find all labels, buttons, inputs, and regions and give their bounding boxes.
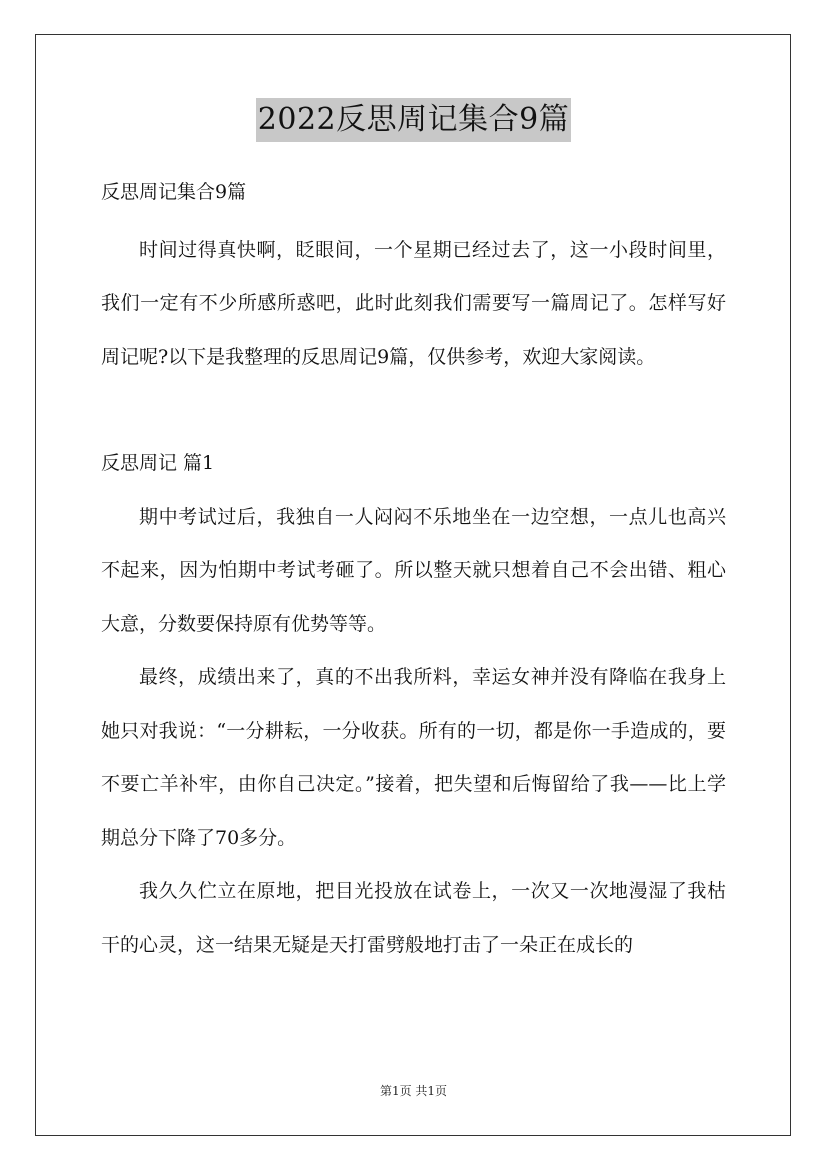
document-title: 2022反思周记集合9篇 (256, 98, 571, 142)
document-body (101, 170, 726, 972)
spacer (101, 384, 726, 437)
body-paragraph-3: 我久久伫立在原地，把目光投放在试卷上，一次又一次地漫湿了我枯干的心灵，这一结果无疑是天打雷劈般地打击了一朵正在成长的 (101, 880, 726, 956)
title-wrap (0, 98, 827, 142)
section-heading: 反思周记 篇1 (101, 452, 215, 474)
subtitle: 反思周记集合9篇 (101, 181, 247, 203)
intro-paragraph: 时间过得真快啊，眨眼间，一个星期已经过去了，这一小段时间里，我们一定有不少所感所惑吧，此时此刻我们需要写一篇周记了。怎样写好周记呢?以下是我整理的反思周记9篇，仅供参考，欢迎大家阅读。 (101, 238, 726, 368)
body-paragraph-1: 期中考试过后，我独自一人闷闷不乐地坐在一边空想，一点儿也高兴不起来，因为怕期中考试考砸了。所以整天就只想着自己不会出错、粗心大意，分数要保持原有优势等等。 (101, 505, 726, 635)
page-footer: 第1页 共1页 (379, 1084, 448, 1098)
body-paragraph-2: 最终，成绩出来了，真的不出我所料，幸运女神并没有降临在我身上她只对我说：“一分耕耘，一分收获。所有的一切，都是你一手造成的，要不要亡羊补牢，由你自己决定。”接着，把失望和后悔留给了我——比上学期总分下降了70多分。 (101, 666, 726, 849)
